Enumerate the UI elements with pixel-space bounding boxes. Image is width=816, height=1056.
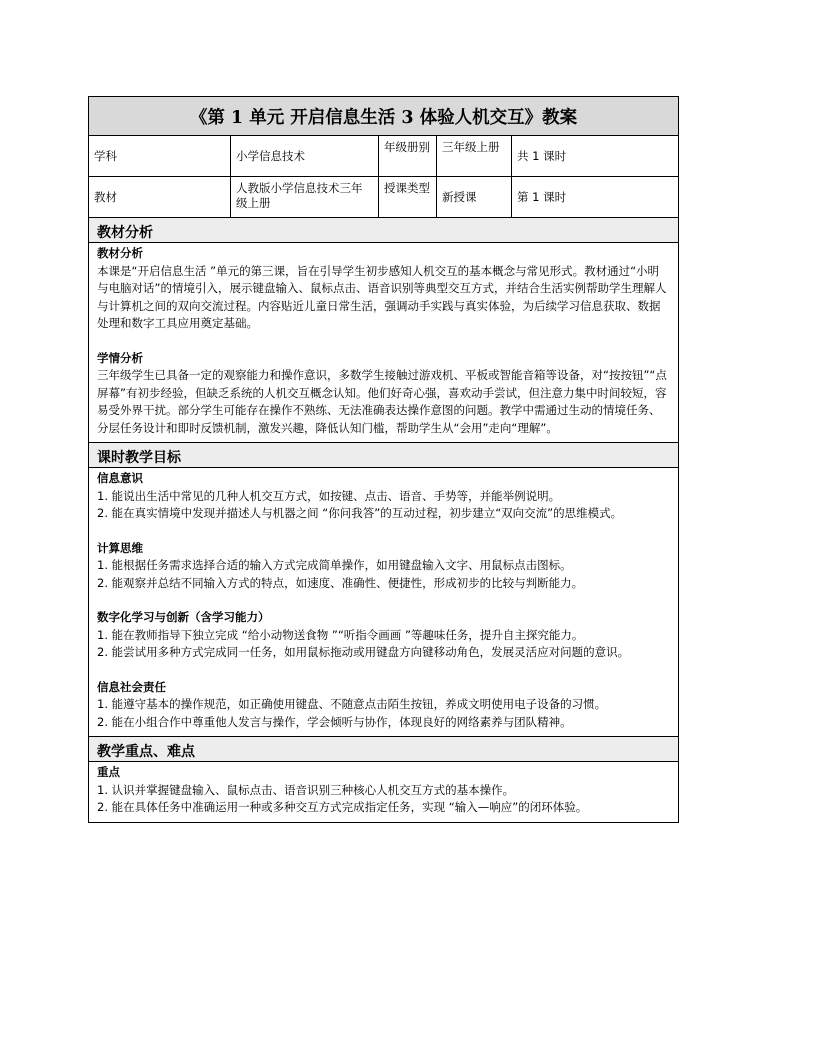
list-item: 1. 能根据任务需求选择合适的输入方式完成简单操作，如用键盘输入文字、用鼠标点击图标。 bbox=[97, 558, 572, 572]
subheading-computational-thinking: 计算思维 bbox=[97, 540, 143, 555]
grade-value: 三年级上册 bbox=[437, 136, 512, 176]
grade-label: 年级册别 bbox=[379, 136, 437, 176]
subheading-digital-learning: 数字化学习与创新（含学习能力） bbox=[97, 610, 270, 624]
subheading-student-analysis: 学情分析 bbox=[97, 350, 143, 365]
list-item: 2. 能在小组合作中尊重他人发言与操作，学会倾听与协作，体现良好的网络素养与团队精神。 bbox=[97, 714, 572, 729]
section-body-goals bbox=[89, 468, 678, 737]
list-item: 1. 认识并掌握键盘输入、鼠标点击、语音识别三种核心人机交互方式的基本操作。 bbox=[97, 782, 515, 797]
paragraph-student-analysis: 三年级学生已具备一定的观察能力和操作意识，多数学生接触过游戏机、平板或智能音箱等设备，对“按按钮”“点屏幕”有初步经验，但缺乏系统的人机交互概念认知。他们好奇心强，喜欢动手尝试，但注意力集中时间较短，容易受外界干扰。部分学生可能存在操作不熟练、无法准确表达操作意图的问题。教学中需通过生动的情境任务、分层任务设计和即时反馈机制，激发兴趣，降低认知门槛，帮助学生从“会用”走向“理解”。 bbox=[97, 368, 667, 435]
list-item: 2. 能在真实情境中发现并描述人与机器之间 “你问我答”的互动过程，初步建立“双向交流”的思维模式。 bbox=[97, 506, 623, 520]
list-item: 2. 能尝试用多种方式完成同一任务，如用鼠标拖动或用键盘方向键移动角色，发展灵活应对问题的意识。 bbox=[97, 645, 630, 659]
document-title: 《第 1 单元 开启信息生活 3 体验人机交互》教案 bbox=[89, 97, 678, 136]
section-heading-goals: 课时教学目标 bbox=[89, 443, 678, 468]
list-item: 2. 能在具体任务中准确运用一种或多种交互方式完成指定任务，实现 “输入—响应”的闭环体验。 bbox=[97, 800, 588, 814]
subheading-textbook-analysis: 教材分析 bbox=[97, 246, 143, 260]
textbook-label: 教材 bbox=[89, 177, 231, 217]
total-hours: 共 1 课时 bbox=[517, 148, 567, 163]
subject-label: 学科 bbox=[89, 136, 231, 176]
subheading-social-responsibility: 信息社会责任 bbox=[97, 679, 166, 694]
section-heading-analysis: 教材分析 bbox=[89, 218, 678, 243]
subject-value: 小学信息技术 bbox=[231, 136, 379, 176]
list-item: 1. 能说出生活中常见的几种人机交互方式，如按键、点击、语音、手势等，并能举例说明。 bbox=[97, 488, 561, 503]
lesson-number: 第 1 课时 bbox=[517, 189, 567, 204]
section-heading-keypoints: 教学重点、难点 bbox=[89, 737, 678, 762]
list-item: 1. 能遵守基本的操作规范，如正确使用键盘、不随意点击陌生按钮，养成文明使用电子设备的习惯。 bbox=[97, 697, 607, 711]
lesson-type-value: 新授课 bbox=[437, 177, 512, 217]
lesson-type-label: 授课类型 bbox=[379, 177, 437, 217]
info-row-textbook bbox=[89, 177, 678, 218]
paragraph-textbook-analysis: 本课是“开启信息生活 ”单元的第三课，旨在引导学生初步感知人机交互的基本概念与常见形式。教材通过“小明与电脑对话”的情境引入，展示键盘输入、鼠标点击、语音识别等典型交互方式，并结合生活实例帮助学生理解人与计算机之间的双向交流过程。内容贴近儿童日常生活，强调动手实践与真实体验，为后续学习信息获取、数据处理和数字工具应用奠定基础。 bbox=[97, 263, 667, 330]
lesson-plan-table bbox=[88, 96, 679, 823]
list-item: 1. 能在教师指导下独立完成 “给小动物送食物 ”“听指令画画 ”等趣味任务，提升自主探究能力。 bbox=[97, 627, 584, 642]
list-item: 2. 能观察并总结不同输入方式的特点，如速度、准确性、便捷性，形成初步的比较与判断能力。 bbox=[97, 575, 584, 590]
textbook-value: 人教版小学信息技术三年级上册 bbox=[231, 177, 379, 217]
section-body-analysis bbox=[89, 243, 678, 443]
subheading-info-awareness: 信息意识 bbox=[97, 471, 143, 485]
section-body-keypoints bbox=[89, 762, 678, 822]
subheading-key-points: 重点 bbox=[97, 765, 120, 779]
info-row-subject bbox=[89, 136, 678, 177]
